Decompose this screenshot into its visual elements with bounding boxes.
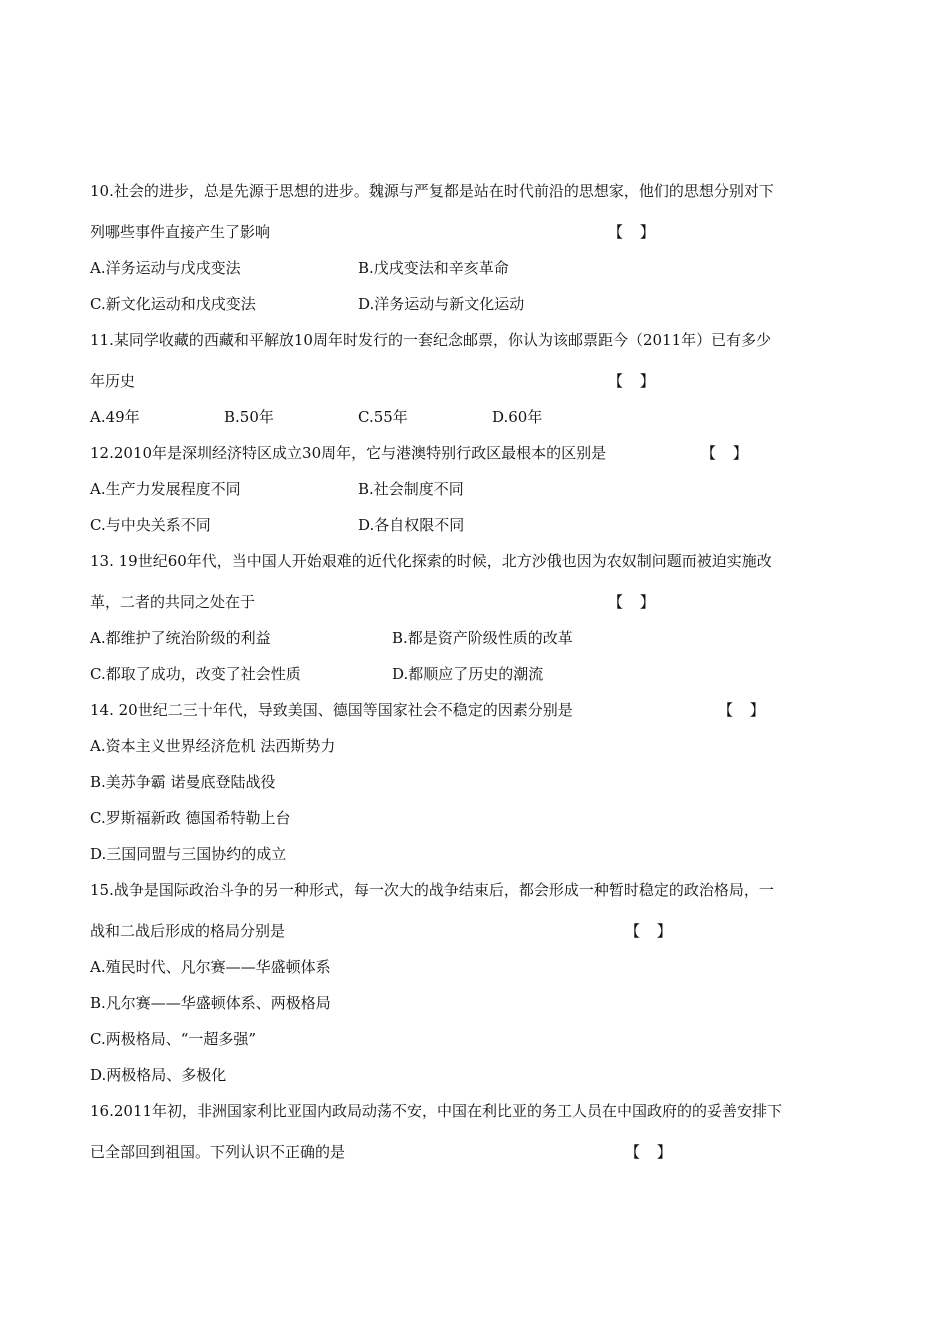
q10-option-d: D.洋务运动与新文化运动 [358, 295, 525, 313]
q11-option-c: C.55年 [358, 408, 408, 426]
q14-option-d: D.三国同盟与三国协约的成立 [90, 845, 287, 863]
q13-option-d: D.都顺应了历史的潮流 [392, 665, 544, 683]
q10-option-c: C.新文化运动和戊戌变法 [90, 295, 256, 313]
q14-answer-bracket: 【 】 [718, 701, 771, 719]
q16-answer-bracket: 【 】 [625, 1143, 678, 1161]
q12-answer-bracket: 【 】 [701, 444, 754, 462]
q15-option-a: A.殖民时代、凡尔赛——华盛顿体系 [90, 958, 331, 976]
q15-option-c: C.两极格局、“一超多强” [90, 1030, 257, 1048]
q12-stem-line1: 12.2010年是深圳经济特区成立30周年，它与港澳特别行政区最根本的区别是 [90, 444, 607, 462]
q11-stem-line1: 11.某同学收藏的西藏和平解放10周年时发行的一套纪念邮票，你认为该邮票距今（2011年）已有多少 [90, 331, 772, 349]
q13-option-c: C.都取了成功，改变了社会性质 [90, 665, 301, 683]
q11-option-a: A.49年 [90, 408, 140, 426]
q12-option-c: C.与中央关系不同 [90, 516, 211, 534]
q16-stem-line1: 16.2011年初，非洲国家利比亚国内政局动荡不安，中国在利比亚的务工人员在中国政府的的妥善安排下 [90, 1102, 783, 1120]
q15-answer-bracket: 【 】 [625, 922, 678, 940]
q13-stem-line1: 13. 19世纪60年代，当中国人开始艰难的近代化探索的时候，北方沙俄也因为农奴制问题而被迫实施改 [90, 552, 772, 570]
q13-option-a: A.都维护了统治阶级的利益 [90, 629, 271, 647]
q15-stem-line1: 15.战争是国际政治斗争的另一种形式，每一次大的战争结束后，都会形成一种暂时稳定的政治格局，一 [90, 881, 774, 899]
q14-option-a: A.资本主义世界经济危机 法西斯势力 [90, 737, 336, 755]
q14-option-b: B.美苏争霸 诺曼底登陆战役 [90, 773, 276, 791]
q15-stem-line2: 战和二战后形成的格局分别是 [90, 922, 286, 940]
q13-stem-line2: 革，二者的共同之处在于 [90, 593, 256, 611]
q12-option-d: D.各自权限不同 [358, 516, 465, 534]
q11-answer-bracket: 【 】 [608, 372, 661, 390]
q14-stem-line1: 14. 20世纪二三十年代，导致美国、德国等国家社会不稳定的因素分别是 [90, 701, 573, 719]
q10-option-a: A.洋务运动与戊戌变法 [90, 259, 241, 277]
q10-stem-line2: 列哪些事件直接产生了影响 [90, 223, 271, 241]
q15-option-d: D.两极格局、多极化 [90, 1066, 227, 1084]
q11-option-b: B.50年 [224, 408, 274, 426]
q13-answer-bracket: 【 】 [608, 593, 661, 611]
q10-answer-bracket: 【 】 [608, 223, 661, 241]
q12-option-a: A.生产力发展程度不同 [90, 480, 241, 498]
q10-option-b: B.戊戌变法和辛亥革命 [358, 259, 509, 277]
q12-option-b: B.社会制度不同 [358, 480, 464, 498]
q14-option-c: C.罗斯福新政 德国希特勒上台 [90, 809, 291, 827]
q13-option-b: B.都是资产阶级性质的改革 [392, 629, 573, 647]
q11-option-d: D.60年 [492, 408, 543, 426]
q10-stem-line1: 10.社会的进步，总是先源于思想的进步。魏源与严复都是站在时代前沿的思想家，他们的思想分别对下 [90, 182, 774, 200]
q11-stem-line2: 年历史 [90, 372, 136, 390]
q15-option-b: B.凡尔赛——华盛顿体系、两极格局 [90, 994, 331, 1012]
q16-stem-line2: 已全部回到祖国。下列认识不正确的是 [90, 1143, 346, 1161]
